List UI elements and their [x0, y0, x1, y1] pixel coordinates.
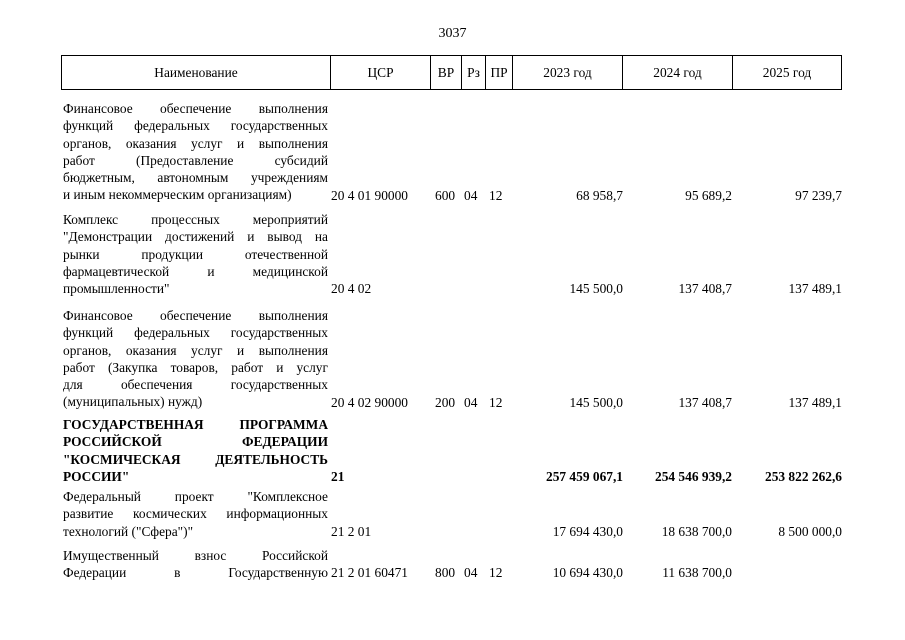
row-name-line: ГОСУДАРСТВЕННАЯ ПРОГРАММА [63, 417, 328, 432]
row-name-line: РОССИЙСКОЙ ФЕДЕРАЦИИ [63, 434, 328, 450]
row-pr: 12 [489, 187, 503, 203]
row-2023: 10 694 430,0 [552, 565, 623, 581]
row-vr: 200 [435, 394, 456, 410]
row-name-line: бюджетным, автономным учреждениям [63, 170, 328, 186]
row-name-line: технологий ("Сфера")" [63, 523, 194, 539]
row-name-line: органов, оказания услуг и выполнения [63, 135, 328, 151]
row-pr: 12 [489, 565, 503, 581]
row-name-line: Финансовое обеспечение выполнения [63, 101, 328, 116]
row-name [63, 547, 328, 582]
row-2023: 145 500,0 [569, 281, 623, 297]
row-2025: 137 489,1 [788, 394, 842, 410]
row-name-line: для обеспечения государственных [63, 377, 328, 393]
header-2025: 2025 год [732, 56, 841, 89]
row-vr: 600 [435, 187, 456, 203]
row-2024: 254 546 939,2 [655, 468, 732, 484]
row-2025: 137 489,1 [788, 281, 842, 297]
row-csr: 20 4 01 90000 [331, 187, 408, 203]
row-name-line: "КОСМИЧЕСКАЯ ДЕЯТЕЛЬНОСТЬ [63, 451, 328, 467]
header-csr: ЦСР [330, 56, 430, 89]
row-vr: 800 [435, 565, 456, 581]
row-name-line: "Демонстрации достижений и вывод на [63, 229, 328, 245]
row-name [63, 100, 328, 204]
row-rz: 04 [464, 187, 478, 203]
row-2025: 97 239,7 [795, 187, 842, 203]
header-2023: 2023 год [512, 56, 622, 89]
row-csr: 21 [331, 468, 345, 484]
row-name-line: функций федеральных государственных [63, 325, 328, 341]
row-name [63, 211, 328, 297]
row-name-line: рынки продукции отечественной [63, 246, 328, 262]
row-2025: 8 500 000,0 [778, 523, 842, 539]
row-name-line: работ (Закупка товаров, работ и услуг [63, 359, 328, 375]
row-rz: 04 [464, 565, 478, 581]
row-pr: 12 [489, 394, 503, 410]
row-name-line: Федерации в Государственную [63, 565, 328, 581]
row-name-line: Имущественный взнос Российской [63, 548, 328, 563]
header-pr: ПР [485, 56, 512, 89]
row-2024: 18 638 700,0 [661, 523, 732, 539]
row-name-line: Федеральный проект "Комплексное [63, 489, 328, 504]
row-name [63, 307, 328, 411]
row-2023: 257 459 067,1 [546, 468, 623, 484]
header-2024: 2024 год [622, 56, 732, 89]
row-name-line: и иным некоммерческим организациям) [63, 187, 292, 203]
row-rz: 04 [464, 394, 478, 410]
row-name [63, 488, 328, 540]
row-name [63, 416, 328, 485]
row-2025: 253 822 262,6 [765, 468, 842, 484]
row-csr: 20 4 02 [331, 281, 372, 297]
page-number: 3037 [438, 26, 467, 41]
row-csr: 20 4 02 90000 [331, 394, 408, 410]
row-csr: 21 2 01 60471 [331, 565, 408, 581]
row-name-line: Комплекс процессных мероприятий [63, 212, 328, 227]
row-2023: 145 500,0 [569, 394, 623, 410]
row-name-line: функций федеральных государственных [63, 118, 328, 134]
row-csr: 21 2 01 [331, 523, 372, 539]
row-name-line: РОССИИ" [63, 468, 130, 484]
row-2024: 95 689,2 [685, 187, 732, 203]
row-name-line: развитие космических информационных [63, 506, 328, 522]
header-rz: Рз [461, 56, 485, 89]
header-vr: ВР [430, 56, 461, 89]
row-name-line: работ (Предоставление субсидий [63, 152, 328, 168]
row-name-line: (муниципальных) нужд) [63, 394, 203, 410]
row-name-line: Финансовое обеспечение выполнения [63, 308, 328, 323]
table-header [61, 55, 842, 90]
row-name-line: фармацевтической и медицинской [63, 263, 328, 279]
row-name-line: органов, оказания услуг и выполнения [63, 342, 328, 358]
row-2023: 68 958,7 [576, 187, 623, 203]
row-2024: 137 408,7 [678, 281, 732, 297]
row-2024: 137 408,7 [678, 394, 732, 410]
row-name-line: промышленности" [63, 281, 170, 297]
row-2023: 17 694 430,0 [552, 523, 623, 539]
header-name: Наименование [154, 65, 238, 80]
row-2024: 11 638 700,0 [662, 565, 732, 581]
